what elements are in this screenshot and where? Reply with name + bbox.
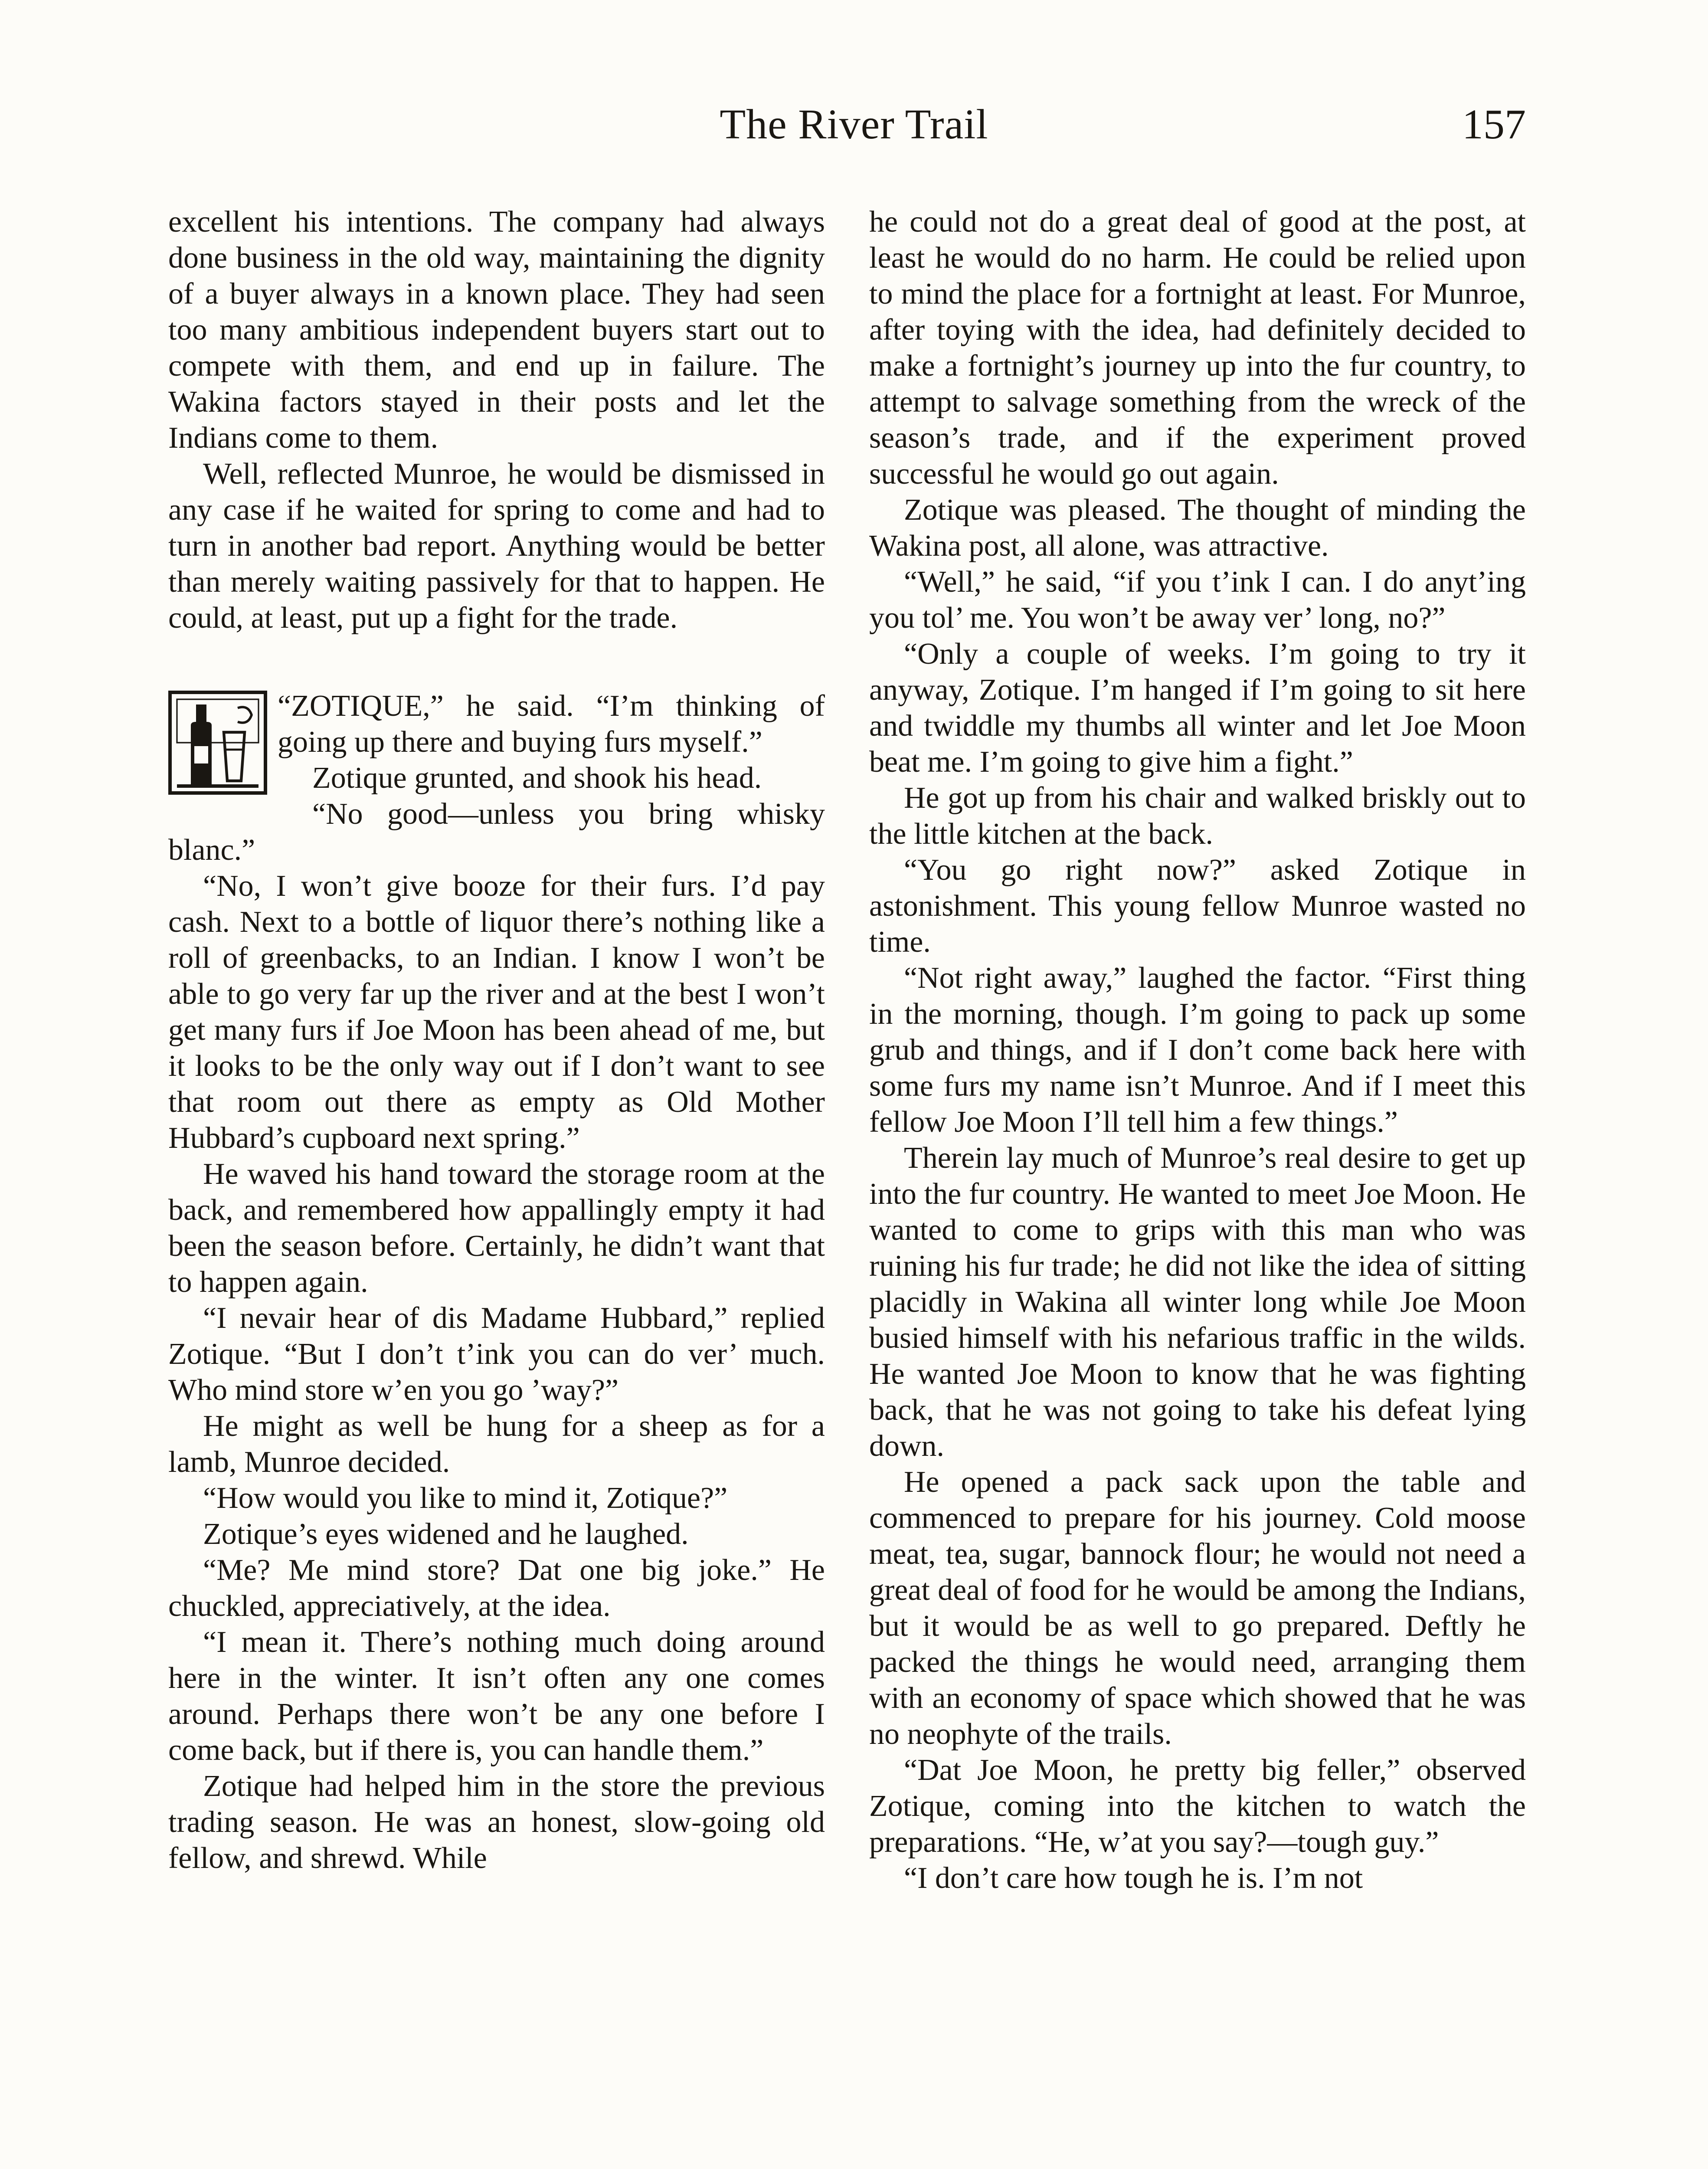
page-number: 157: [1462, 101, 1526, 148]
paragraph: He waved his hand toward the storage room at the back, and remembered how appallingly empty it had been the season before. Certainly, he didn’t want that to happen again.: [168, 1157, 825, 1299]
paragraph: excellent his intentions. The company had always done business in the old way, maintaining the dignity of a buyer always in a known place. They had seen too many ambitious independent buyers start out to compete with them, and end up in failure. The Wakina factors stayed in their posts and let the Indians come to them.: [168, 205, 825, 455]
paragraph: “No, I won’t give booze for their furs. I’d pay cash. Next to a bottle of liquor there’s nothing like a roll of greenbacks, to an Indian. I know I won’t be able to go very far up the river and at the best I won’t get many furs if Joe Moon has been ahead of me, but it looks to be the only way out if I don’t want to see that room out there as empty as Old Mother Hubbard’s cupboard next spring.”: [168, 869, 825, 1155]
running-head-title: The River Trail: [720, 101, 988, 148]
paragraph: “Only a couple of weeks. I’m going to try it anyway, Zotique. I’m hanged if I’m going to sit here and twiddle my thumbs all winter and let Joe Moon beat me. I’m going to give him a fight.”: [869, 637, 1526, 779]
paragraph: “No good—unless you bring whisky blanc.”: [168, 797, 825, 867]
paragraph: “Well,” he said, “if you t’ink I can. I do anyt’ing you tol’ me. You won’t be away ver’ long, no?”: [869, 565, 1526, 635]
paragraph: “Dat Joe Moon, he pretty big feller,” observed Zotique, coming into the kitchen to watch the preparations. “He, w’at you say?—tough guy.”: [869, 1753, 1526, 1859]
right-column: [869, 204, 1526, 1896]
paragraph: “Me? Me mind store? Dat one big joke.” He chuckled, appreciatively, at the idea.: [168, 1553, 825, 1623]
paragraph: “I don’t care how tough he is. I’m not: [904, 1861, 1363, 1895]
paragraph: Zotique’s eyes widened and he laughed.: [203, 1517, 689, 1551]
section-start: [168, 688, 825, 1876]
paragraph: Therein lay much of Munroe’s real desire to get up into the fur country. He wanted to meet Joe Moon. He wanted to come to grips with this man who was ruining his fur trade; he did not like the idea of sitting placidly in Wakina all winter long while Joe Moon busied himself with his nefarious traffic in the wilds. He wanted Joe Moon to know that he was fighting back, that he was not going to take his defeat lying down.: [869, 1141, 1526, 1463]
paragraph: Zotique grunted, and shook his head.: [312, 761, 762, 795]
paragraph: He opened a pack sack upon the table and commenced to prepare for his journey. Cold moose meat, tea, sugar, bannock flour; he would not need a great deal of food for he would be among the Indians, but it would be as well to go prepared. Deftly he packed the things he would need, arranging them with an economy of space which showed that he was no neophyte of the trails.: [869, 1465, 1526, 1751]
paragraph: He might as well be hung for a sheep as for a lamb, Munroe decided.: [168, 1409, 825, 1479]
paragraph: “How would you like to mind it, Zotique?”: [203, 1481, 728, 1515]
paragraph: Zotique was pleased. The thought of minding the Wakina post, all alone, was attractive.: [869, 493, 1526, 563]
paragraph: “You go right now?” asked Zotique in astonishment. This young fellow Munroe wasted no time.: [869, 853, 1526, 959]
left-column: [168, 204, 825, 1876]
lead-paragraph: “ZOTIQUE,” he said. “I’m thinking of going up there and buying furs myself.”: [278, 689, 825, 759]
paragraph: He got up from his chair and walked briskly out to the little kitchen at the back.: [869, 781, 1526, 851]
paragraph: “I mean it. There’s nothing much doing around here in the winter. It isn’t often any one comes around. Perhaps there won’t be any one before I come back, but if there is, you can handle them.”: [168, 1625, 825, 1767]
paragraph: “I nevair hear of dis Madame Hubbard,” replied Zotique. “But I don’t t’ink you can do ver’ much. Who mind store w’en you go ’way?”: [168, 1301, 825, 1407]
bottle-and-glass-icon: [168, 691, 267, 795]
paragraph: he could not do a great deal of good at the post, at least he would do no harm. He could be relied upon to mind the place for a fortnight at least. For Munroe, after toying with the idea, had definitely decided to make a fortnight’s journey up into the fur country, to attempt to salvage something from the wreck of the season’s trade, and if the experiment proved successful he would go out again.: [869, 205, 1526, 491]
paragraph: “Not right away,” laughed the factor. “First thing in the morning, though. I’m going to pack up some grub and things, and if I don’t come back here with some furs my name isn’t Munroe. And if I meet this fellow Joe Moon I’ll tell him a few things.”: [869, 961, 1526, 1139]
paragraph: Zotique had helped him in the store the previous trading season. He was an honest, slow-going old fellow, and shrewd. While: [168, 1769, 825, 1875]
paragraph: Well, reflected Munroe, he would be dismissed in any case if he waited for spring to come and had to turn in another bad report. Anything would be better than merely waiting passively for that to happen. He could, at least, put up a fight for the trade.: [168, 457, 825, 635]
